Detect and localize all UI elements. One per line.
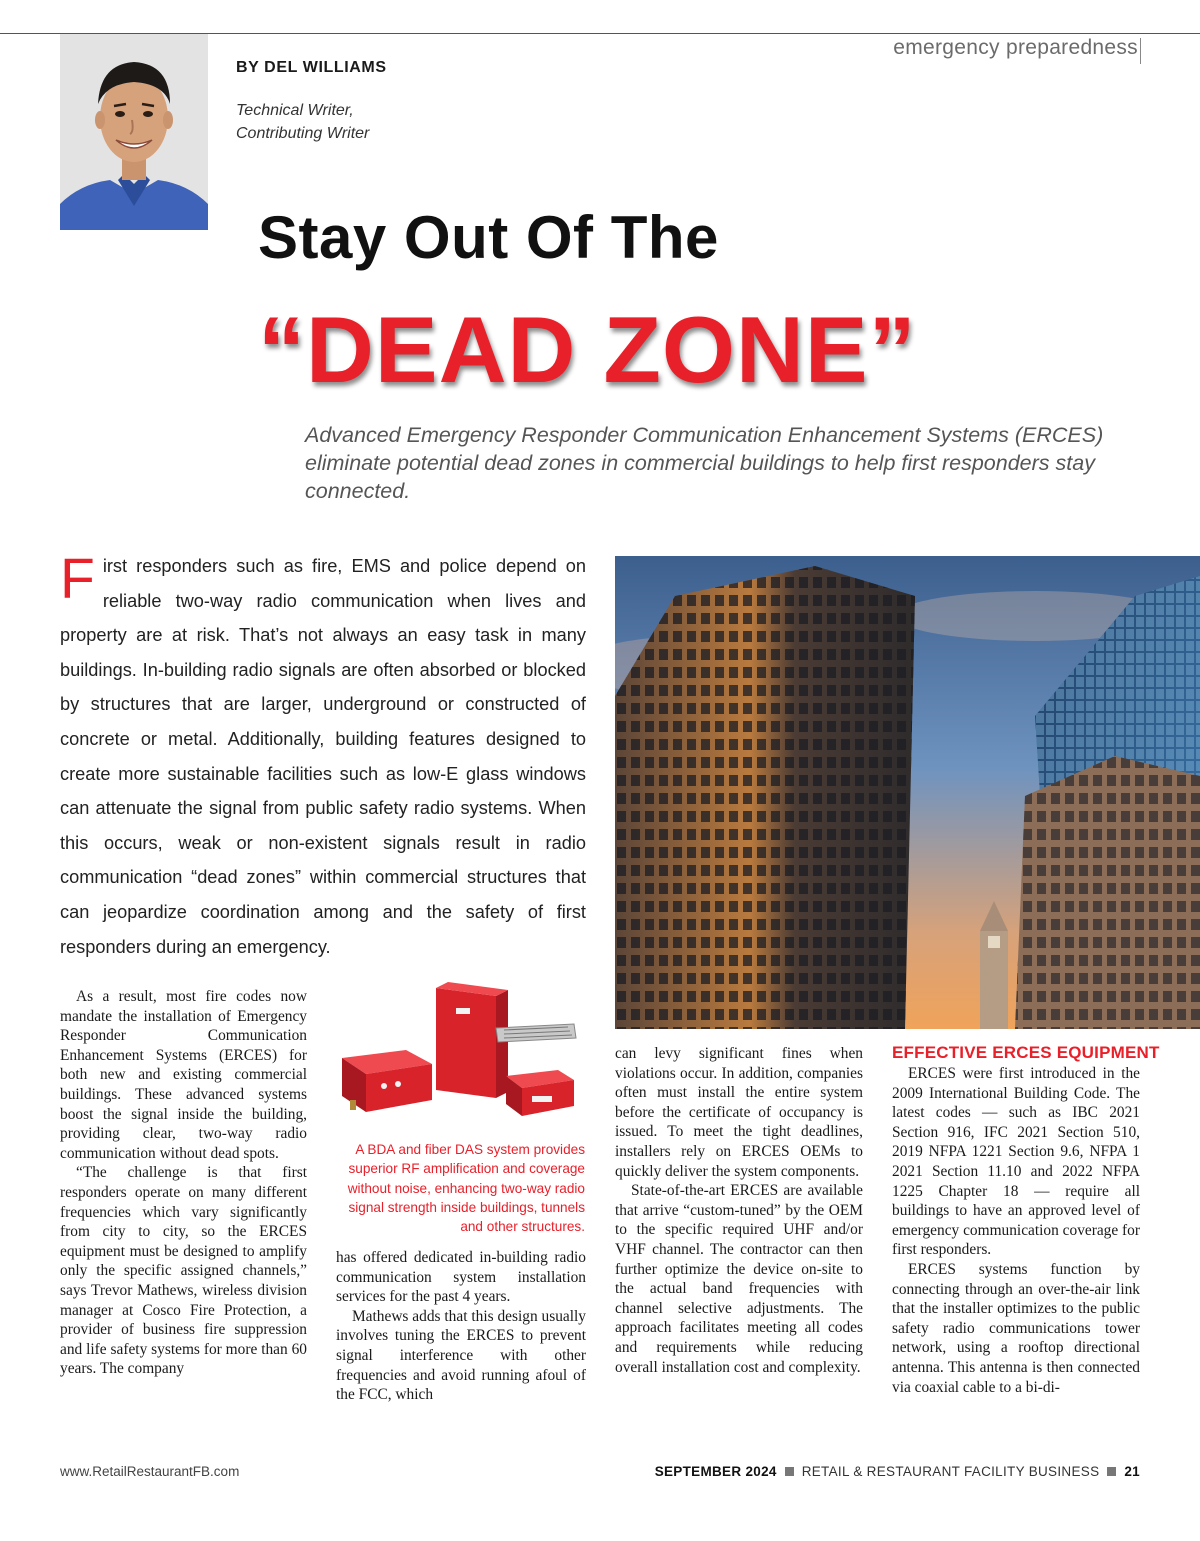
- author-photo: [60, 34, 208, 230]
- headline-line1: Stay Out Of The: [258, 204, 719, 271]
- paragraph: has offered dedicated in-building radio communication system installation services for the past 4 years.: [336, 1249, 586, 1306]
- body-column-4: [892, 1064, 1140, 1397]
- body-column-2: [336, 1248, 586, 1405]
- lead-text: irst responders such as fire, EMS and police depend on reliable two-way radio communication when lives and property are at risk. That’s not always an easy task in many buildings. In-building radio signals are often absorbed or blocked by structures that are larger, underground or constructed of concrete or metal. Additionally, building features designed to create more sustainable facilities such as low-E glass windows can attenuate the signal from public safety radio systems. When this occurs, weak or non-existent signals result in radio communication “dead zones” within commercial structures that can jeopardize coordination among and the safety of first responders during an emergency.: [60, 556, 586, 957]
- section-tag-divider: [1140, 38, 1141, 64]
- city-buildings-photo: [615, 556, 1200, 1029]
- footer-website: www.RetailRestaurantFB.com: [60, 1464, 240, 1479]
- square-bullet-icon: [785, 1467, 794, 1476]
- body-column-1: [60, 987, 307, 1379]
- paragraph: ERCES were first introduced in the 2009 International Building Code. The latest codes — such as IBC 2021 Section 916, IFC 2021 Section 510, 2019 NFPA 1221 Section 9.6, NFPA 1 2021 Section 11.10 and 2022 NFPA 1225 Chapter 18 — require all buildings to have an approved level of emergency communication coverage for first responders.: [892, 1065, 1140, 1259]
- headline-line2: “DEAD ZONE”: [258, 297, 917, 402]
- paragraph: ERCES systems function by connecting through an over-the-air link that the installer optimizes to the public safety radio communications tower network, using a rooftop directional antenna. This antenna is then connected via coaxial cable to a bi-di-: [892, 1260, 1140, 1396]
- paragraph: As a result, most fire codes now mandate the installation of Emergency Responder Communication Enhancement Systems (ERCES) for both new and existing commercial buildings. These advanced systems boost the signal inside the building, providing clear, two-way radio communication without dead spots.: [60, 988, 307, 1162]
- lead-paragraph: [60, 549, 586, 964]
- paragraph: can levy significant fines when violations occur. In addition, companies often must install the entire system before the certificate of occupancy is issued. To meet the tight deadlines, installers rely on ERCES OEMs to quickly deliver the system components.: [615, 1045, 863, 1180]
- footer-folio: [655, 1464, 1140, 1479]
- section-tag: emergency preparedness: [893, 36, 1138, 59]
- author-role-line2: Contributing Writer: [236, 125, 370, 142]
- body-column-3: [615, 1044, 863, 1377]
- square-bullet-icon: [1107, 1467, 1116, 1476]
- article-deck: Advanced Emergency Responder Communication Enhancement Systems (ERCES) eliminate potential dead zones in commercial buildings to help first responders stay connected.: [305, 423, 1104, 503]
- author-role: [236, 99, 369, 145]
- page-number: 21: [1124, 1464, 1140, 1479]
- author-byline: BY DEL WILLIAMS: [236, 59, 387, 76]
- erces-equipment-photo: [336, 978, 586, 1128]
- author-role-line1: Technical Writer,: [236, 102, 354, 119]
- drop-cap: F: [60, 547, 95, 611]
- photo-caption: A BDA and fiber DAS system provides superior RF amplification and coverage without noise, enhancing two-way radio signal strength inside buildings, tunnels and other structures.: [347, 1142, 585, 1235]
- paragraph: Mathews adds that this design usually involves tuning the ERCES to prevent signal interference with other frequencies and avoid running afoul of the FCC, which: [336, 1307, 586, 1404]
- footer-publication: RETAIL & RESTAURANT FACILITY BUSINESS: [801, 1464, 1100, 1479]
- section-heading: EFFECTIVE ERCES EQUIPMENT: [892, 1043, 1160, 1062]
- paragraph: “The challenge is that first responders operate on many different frequencies which vary significantly from city to city, so the ERCES equipment must be designed to amplify only the specific assigned channels,” says Trevor Mathews, wireless division manager at Cosco Fire Protection, a provider of business fire suppression and life safety systems for more than 60 years. The company: [60, 1164, 307, 1378]
- paragraph: State-of-the-art ERCES are available that arrive “custom-tuned” by the OEM to the specific required UHF and/or VHF channel. The contractor can then further optimize the device on-site to the actual band frequencies with channel selective adjustments. The approach facilitates meeting all codes and requirements while reducing overall installation cost and complexity.: [615, 1182, 863, 1376]
- footer-issue: SEPTEMBER 2024: [654, 1464, 777, 1479]
